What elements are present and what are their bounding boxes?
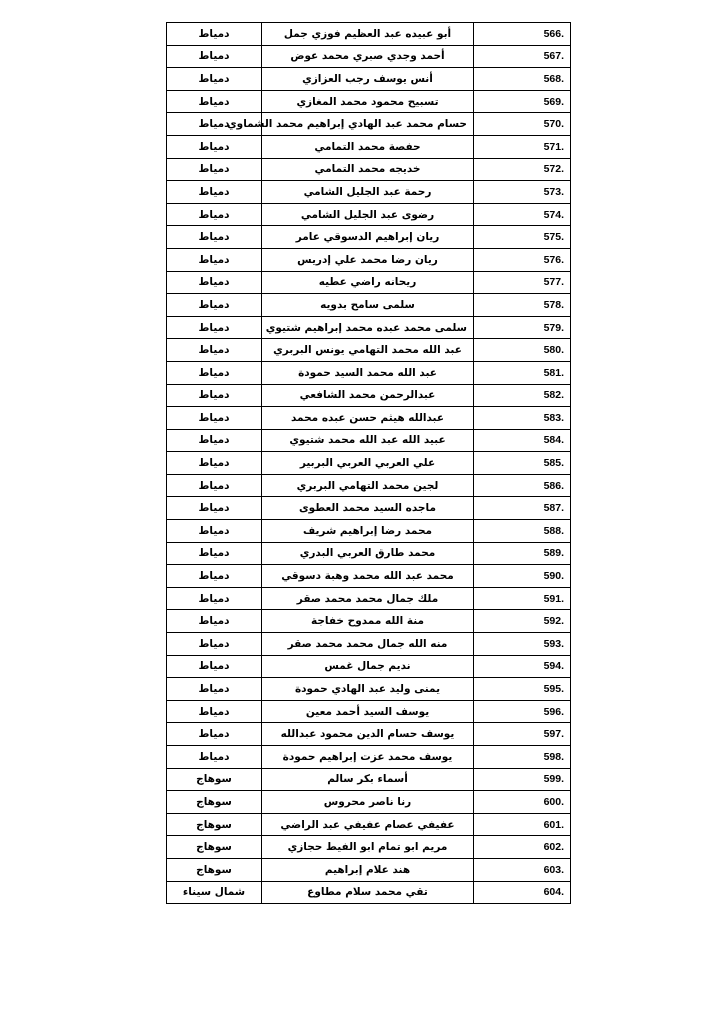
table-row [167,316,571,339]
governorate-cell: دمياط [167,633,262,656]
name-cell: سلمى محمد عبده محمد إبراهيم شتيوي [262,316,474,339]
name-cell: منه الله جمال محمد محمد صقر [262,633,474,656]
name-cell: يوسف حسام الدين محمود عبدالله [262,723,474,746]
table-row [167,452,571,475]
serial-number-cell: 595. [474,678,571,701]
name-cell: رضوى عبد الجليل الشامي [262,203,474,226]
name-cell: تسبيح محمود محمد المغازي [262,90,474,113]
governorate-cell: دمياط [167,655,262,678]
name-cell: محمد طارق العربي البدري [262,542,474,565]
serial-number-cell: 570. [474,113,571,136]
table-row [167,587,571,610]
governorate-cell: دمياط [167,520,262,543]
serial-number-cell: 590. [474,565,571,588]
name-cell: حفصة محمد التمامي [262,135,474,158]
name-cell: ريان رضا محمد علي إدريس [262,248,474,271]
governorate-cell: دمياط [167,429,262,452]
table-row [167,610,571,633]
table-row [167,655,571,678]
governorate-cell: دمياط [167,497,262,520]
serial-number-cell: 575. [474,226,571,249]
table-row [167,542,571,565]
governorate-cell: دمياط [167,610,262,633]
serial-number-cell: 572. [474,158,571,181]
serial-number-cell: 591. [474,587,571,610]
name-cell: عبد الله محمد السيد حمودة [262,361,474,384]
name-cell: رنا ناصر محروس [262,791,474,814]
serial-number-cell: 604. [474,881,571,904]
name-cell: يوسف السيد أحمد معين [262,700,474,723]
governorate-cell: دمياط [167,248,262,271]
serial-number-cell: 577. [474,271,571,294]
serial-number-cell: 587. [474,497,571,520]
governorate-cell: دمياط [167,723,262,746]
serial-number-cell: 579. [474,316,571,339]
table-row [167,203,571,226]
governorate-cell: دمياط [167,135,262,158]
table-row [167,723,571,746]
governorate-cell: دمياط [167,384,262,407]
name-cell: سلمى سامح بدويه [262,294,474,317]
governorate-cell: دمياط [167,700,262,723]
serial-number-cell: 574. [474,203,571,226]
name-cell: ريحانه راضي عطيه [262,271,474,294]
table-row [167,135,571,158]
table-row [167,271,571,294]
table-row [167,497,571,520]
serial-number-cell: 588. [474,520,571,543]
serial-number-cell: 586. [474,474,571,497]
governorate-cell: دمياط [167,90,262,113]
name-cell: يمنى وليد عبد الهادي حمودة [262,678,474,701]
name-cell: ماجده السيد محمد العطوى [262,497,474,520]
governorate-cell: سوهاج [167,768,262,791]
table-row [167,45,571,68]
governorate-cell: دمياط [167,565,262,588]
serial-number-cell: 581. [474,361,571,384]
name-cell: أحمد وجدي صبري محمد عوض [262,45,474,68]
governorate-cell: دمياط [167,23,262,46]
name-cell: عفيفي عصام عفيفي عبد الراضي [262,813,474,836]
governorate-cell: دمياط [167,158,262,181]
serial-number-cell: 599. [474,768,571,791]
governorate-cell: دمياط [167,294,262,317]
governorate-cell: دمياط [167,587,262,610]
table-row [167,746,571,769]
serial-number-cell: 580. [474,339,571,362]
table-row [167,791,571,814]
table-row [167,565,571,588]
table-row [167,339,571,362]
serial-number-cell: 597. [474,723,571,746]
governorate-cell: سوهاج [167,791,262,814]
name-cell: يوسف محمد عزت إبراهيم حمودة [262,746,474,769]
serial-number-cell: 583. [474,407,571,430]
table-row [167,881,571,904]
name-cell: أسماء بكر سالم [262,768,474,791]
table-row [167,858,571,881]
name-cell: عبيد الله عبد الله محمد شتيوي [262,429,474,452]
table-row [167,429,571,452]
serial-number-cell: 592. [474,610,571,633]
governorate-cell: دمياط [167,203,262,226]
governorate-cell: دمياط [167,407,262,430]
table-row [167,158,571,181]
serial-number-cell: 585. [474,452,571,475]
governorate-cell: دمياط [167,181,262,204]
serial-number-cell: 569. [474,90,571,113]
governorate-cell: دمياط [167,339,262,362]
table-row [167,474,571,497]
serial-number-cell: 566. [474,23,571,46]
serial-number-cell: 594. [474,655,571,678]
name-cell: ملك جمال محمد محمد صقر [262,587,474,610]
serial-number-cell: 600. [474,791,571,814]
governorate-cell: دمياط [167,226,262,249]
table-row [167,68,571,91]
serial-number-cell: 571. [474,135,571,158]
name-cell: تقي محمد سلام مطاوع [262,881,474,904]
governorate-cell: سوهاج [167,858,262,881]
table-row [167,384,571,407]
serial-number-cell: 578. [474,294,571,317]
serial-number-cell: 573. [474,181,571,204]
serial-number-cell: 568. [474,68,571,91]
governorate-cell: شمال سيناء [167,881,262,904]
name-cell: نديم جمال غمس [262,655,474,678]
governorate-cell: سوهاج [167,836,262,859]
serial-number-cell: 601. [474,813,571,836]
table-row [167,520,571,543]
serial-number-cell: 593. [474,633,571,656]
names-table [166,22,571,904]
name-cell: ريان إبراهيم الدسوقي عامر [262,226,474,249]
names-table-body [167,23,571,904]
serial-number-cell: 567. [474,45,571,68]
table-row [167,768,571,791]
governorate-cell: دمياط [167,45,262,68]
serial-number-cell: 582. [474,384,571,407]
governorate-cell: سوهاج [167,813,262,836]
name-cell: علي العربي العربي البربير [262,452,474,475]
table-row [167,90,571,113]
governorate-cell: دمياط [167,68,262,91]
name-cell: عبدالله هيثم حسن عبده محمد [262,407,474,430]
governorate-cell: دمياط [167,746,262,769]
table-row [167,813,571,836]
table-row [167,678,571,701]
serial-number-cell: 584. [474,429,571,452]
serial-number-cell: 596. [474,700,571,723]
table-row [167,407,571,430]
table-row [167,700,571,723]
name-cell: محمد رضا إبراهيم شريف [262,520,474,543]
table-row [167,181,571,204]
serial-number-cell: 598. [474,746,571,769]
table-row [167,361,571,384]
table-row [167,633,571,656]
governorate-cell: دمياط [167,678,262,701]
governorate-cell: دمياط [167,113,262,136]
name-cell: عبدالرحمن محمد الشافعي [262,384,474,407]
serial-number-cell: 576. [474,248,571,271]
table-row [167,23,571,46]
table-row [167,294,571,317]
governorate-cell: دمياط [167,271,262,294]
name-cell: مريم ابو تمام ابو الفيط حجازي [262,836,474,859]
governorate-cell: دمياط [167,316,262,339]
name-cell: عبد الله محمد التهامي يونس البربري [262,339,474,362]
name-cell: أبو عبيده عبد العظيم فوزي جمل [262,23,474,46]
table-row [167,226,571,249]
table-row [167,113,571,136]
governorate-cell: دمياط [167,452,262,475]
governorate-cell: دمياط [167,361,262,384]
serial-number-cell: 602. [474,836,571,859]
name-cell: رحمة عبد الجليل الشامي [262,181,474,204]
name-cell: أنس يوسف رجب العزازي [262,68,474,91]
serial-number-cell: 603. [474,858,571,881]
name-cell: حسام محمد عبد الهادي إبراهيم محمد الشماوي [262,113,474,136]
name-cell: منة الله ممدوح خفاجة [262,610,474,633]
name-cell: لجين محمد التهامي البربري [262,474,474,497]
name-cell: محمد عبد الله محمد وهبة دسوقي [262,565,474,588]
name-cell: خديجه محمد التمامي [262,158,474,181]
governorate-cell: دمياط [167,542,262,565]
name-cell: هند علام إبراهيم [262,858,474,881]
governorate-cell: دمياط [167,474,262,497]
table-row [167,248,571,271]
serial-number-cell: 589. [474,542,571,565]
table-row [167,836,571,859]
